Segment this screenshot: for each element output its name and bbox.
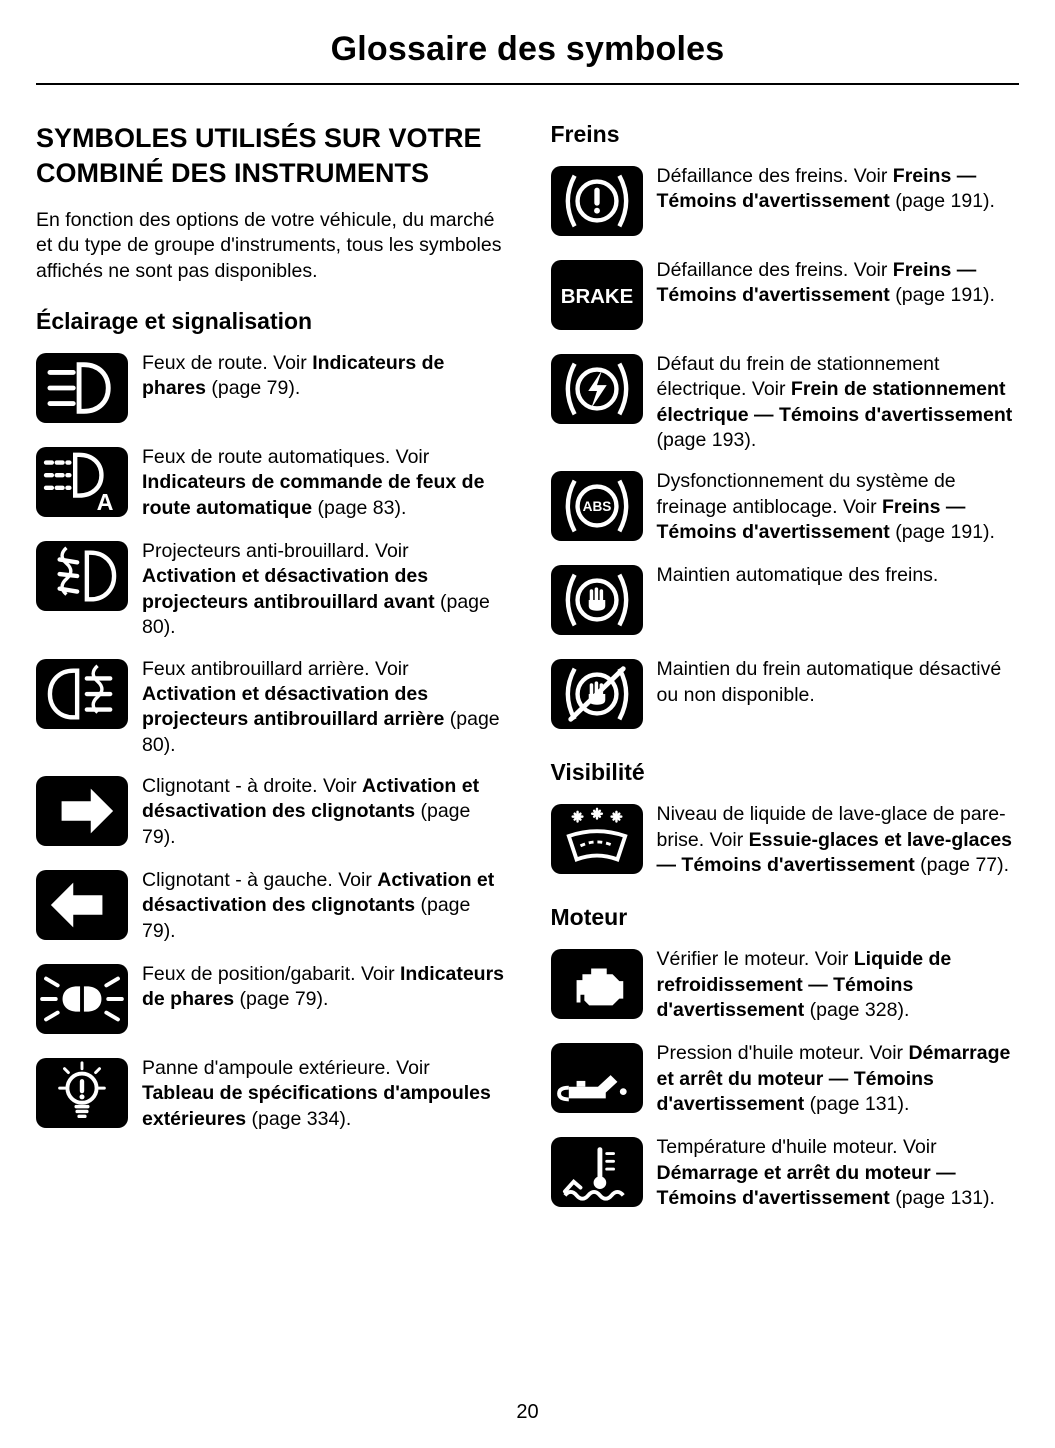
description-reference: Freins — Témoins d'avertissement: [656, 165, 977, 213]
description-reference: Activation et désactivation des clignotants: [142, 774, 480, 823]
description-text: Clignotant - à droite. Voir: [142, 774, 363, 797]
description-reference: Essuie-glaces et lave-glaces — Témoins d'avertissement: [656, 828, 1013, 877]
electric-park-brake-icon: [551, 354, 643, 424]
description-text: Feux de position/gabarit. Voir: [142, 962, 400, 985]
symbol-entry: [551, 258, 1020, 336]
position-lights-icon: [36, 964, 128, 1034]
description-text: Feux de route. Voir: [142, 352, 313, 375]
description-text: (page 79).: [142, 800, 471, 848]
description-text: Défaillance des freins. Voir: [656, 259, 893, 281]
description-text: Panne d'ampoule extérieure. Voir: [142, 1056, 430, 1079]
symbol-entry: [551, 802, 1020, 880]
description-text: (page 131).: [804, 1093, 910, 1116]
oil-pressure-icon: [551, 1043, 643, 1113]
description-text: (page 79).: [205, 377, 301, 400]
description-text: (page 191).: [889, 190, 995, 213]
description-text: Température d'huile moteur. Voir: [656, 1136, 937, 1159]
description-text: (page 79).: [142, 894, 471, 942]
content-columns: [36, 121, 1019, 1384]
description-text: Dysfonctionnement du système de freinage antiblocage. Voir: [656, 470, 956, 518]
description-text: (page 80).: [142, 708, 500, 756]
description-text: (page 77).: [914, 854, 1010, 877]
description-text: (page 193).: [656, 429, 757, 452]
description-reference: Freins — Témoins d'avertissement: [656, 259, 977, 307]
symbol-entry: [36, 657, 505, 758]
symbol-entry: [36, 1056, 505, 1134]
svg-text:ABS: ABS: [582, 499, 611, 515]
svg-text:BRAKE: BRAKE: [560, 285, 633, 308]
description-reference: Indicateurs de phares: [142, 352, 445, 400]
description-reference: Tableau de spécifications d'ampoules extérieures: [142, 1082, 491, 1130]
description-text: Maintien automatique des freins.: [656, 564, 939, 587]
description-reference: Frein de stationnement électrique — Témoins d'avertissement: [656, 378, 1013, 426]
symbol-entry: [36, 445, 505, 523]
brake-warning-icon: [551, 166, 643, 236]
description-reference: Indicateurs de commande de feux de route automatique: [142, 471, 485, 519]
description-text: Clignotant - à gauche. Voir: [142, 868, 378, 891]
description-text: (page 131).: [889, 1187, 995, 1210]
description-text: Feux de route automatiques. Voir: [142, 446, 430, 469]
description-text: (page 191).: [889, 521, 995, 544]
symbol-entry: [551, 1135, 1020, 1213]
description-text: Défaillance des freins. Voir: [656, 165, 893, 187]
engine-entries: [551, 947, 1020, 1213]
section-engine: [551, 904, 1020, 1213]
visibility-entries: [551, 802, 1020, 880]
symbol-entry: [36, 962, 505, 1040]
section-heading-main: SYMBOLES UTILISÉS SUR VOTRE COMBINÉ DES INSTRUMENTS: [36, 123, 482, 188]
section-heading-visibility: Visibilité: [550, 759, 645, 786]
description-text: Feux antibrouillard arrière. Voir: [142, 657, 409, 680]
symbol-entry: [36, 539, 505, 640]
description-text: Pression d'huile moteur. Voir: [656, 1042, 909, 1065]
lighting-entries: [36, 351, 505, 1134]
page-number: 20: [516, 1401, 539, 1423]
symbol-entry: [36, 774, 505, 852]
symbol-entry: [551, 352, 1020, 453]
symbol-entry: [551, 1041, 1020, 1119]
description-text: (page 79).: [234, 988, 329, 1011]
symbol-entry: [36, 868, 505, 946]
high-beam-icon: [36, 353, 128, 423]
description-reference: Démarrage et arrêt du moteur — Témoins d'avertissement: [656, 1161, 956, 1210]
title-divider: [36, 83, 1019, 85]
description-reference: Liquide de refroidissement — Témoins d'avertissement: [656, 948, 952, 1022]
description-text: (page 328).: [804, 999, 910, 1022]
turn-left-icon: [36, 870, 128, 940]
turn-right-icon: [36, 776, 128, 846]
front-fog-icon: [36, 541, 128, 611]
auto-high-beam-icon: [36, 447, 128, 517]
description-reference: Démarrage et arrêt du moteur — Témoins d'avertissement: [656, 1042, 1011, 1116]
check-engine-icon: [551, 949, 643, 1019]
section-heading-brakes: Freins: [550, 121, 620, 147]
bulb-failure-icon: [36, 1058, 128, 1128]
section-visibility: [551, 759, 1020, 880]
description-text: Vérifier le moteur. Voir: [656, 948, 854, 971]
description-text: (page 191).: [889, 284, 995, 307]
right-column: [551, 121, 1020, 1229]
description-text: Maintien du frein automatique désactivé ou non disponible.: [656, 658, 1002, 706]
description-reference: Activation et désactivation des clignotants: [142, 868, 495, 917]
description-text: Projecteurs anti-brouillard. Voir: [142, 540, 409, 563]
symbol-entry: [551, 164, 1020, 242]
auto-hold-icon: [551, 565, 643, 635]
description-text: Défaut du frein de stationnement électrique. Voir: [656, 353, 940, 401]
description-reference: Activation et désactivation des projecteurs antibrouillard avant: [142, 565, 435, 613]
page-header: [36, 30, 1019, 121]
brakes-entries: [551, 164, 1020, 735]
symbol-entry: [551, 563, 1020, 641]
rear-fog-icon: [36, 659, 128, 729]
symbol-entry: [551, 657, 1020, 735]
section-lighting: [36, 308, 505, 1134]
description-text: (page 83).: [312, 496, 407, 519]
description-text: (page 334).: [246, 1107, 352, 1130]
section-brakes: [551, 121, 1020, 735]
intro-paragraph: En fonction des options de votre véhicule, du marché et du type de groupe d'instruments, tous les symboles affichés ne sont pas disponibles.: [36, 209, 502, 282]
symbol-entry: [551, 469, 1020, 547]
svg-text:A: A: [96, 489, 114, 516]
section-heading-engine: Moteur: [550, 904, 628, 931]
description-text: (page 80).: [142, 590, 490, 639]
left-column: [36, 121, 505, 1150]
auto-hold-off-icon: [551, 659, 643, 729]
symbol-entry: [36, 351, 505, 429]
description-reference: Freins — Témoins d'avertissement: [656, 495, 966, 544]
symbol-entry: [551, 947, 1020, 1025]
description-reference: Indicateurs de phares: [142, 962, 505, 1011]
page-footer: [0, 1401, 1055, 1424]
washer-fluid-icon: [551, 804, 643, 874]
description-reference: Activation et désactivation des projecteurs antibrouillard arrière: [142, 682, 445, 731]
section-heading-lighting: Éclairage et signalisation: [36, 308, 313, 335]
description-text: Niveau de liquide de lave-glace de pare-brise. Voir: [656, 803, 1006, 851]
brake-text-icon: [551, 260, 643, 330]
oil-temp-icon: [551, 1137, 643, 1207]
abs-icon: [551, 471, 643, 541]
page-title: Glossaire des symboles: [330, 30, 725, 68]
